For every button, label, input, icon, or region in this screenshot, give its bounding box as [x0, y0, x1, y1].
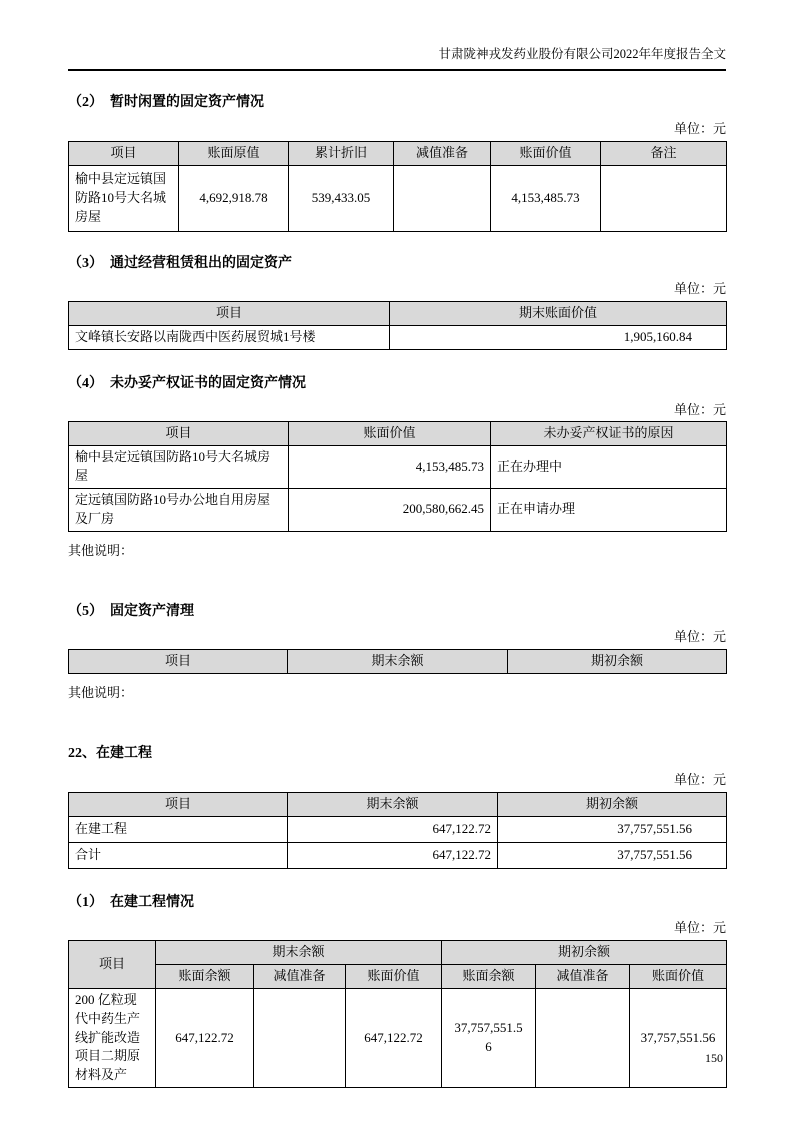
- table-row: [69, 446, 727, 489]
- table-cell: 200 亿粒现代中药生产线扩能改造项目二期原材料及产: [69, 988, 156, 1087]
- table-cell: 647,122.72: [288, 816, 498, 842]
- table-cell: 1,905,160.84: [390, 326, 727, 350]
- section-heading-no-cert-assets: （4） 未办妥产权证书的固定资产情况: [68, 375, 306, 391]
- table-header-row: [69, 422, 727, 446]
- table-header-row: [69, 792, 727, 816]
- column-header: 账面价值: [289, 422, 491, 446]
- column-header: 账面原值: [179, 141, 289, 165]
- table-header-row: [69, 650, 727, 674]
- column-header: 减值准备: [394, 141, 491, 165]
- column-header: 累计折旧: [289, 141, 394, 165]
- table-cell: 37,757,551.56: [498, 842, 727, 868]
- table-cell: 647,122.72: [156, 988, 254, 1087]
- other-notes-label: 其他说明：: [68, 542, 134, 558]
- table-cell: [254, 988, 346, 1087]
- table-cell: 647,122.72: [346, 988, 442, 1087]
- table-cell: 文峰镇长安路以南陇西中医药展贸城1号楼: [69, 326, 390, 350]
- table-group-header-row: [69, 941, 727, 965]
- table-cell: 榆中县定远镇国防路10号大名城房屋: [69, 446, 289, 489]
- table-subheader-row: [69, 964, 727, 988]
- section-heading-idle-assets: （2） 暂时闲置的固定资产情况: [68, 95, 264, 111]
- table-row: [69, 165, 727, 231]
- construction-in-progress-table: [68, 792, 727, 869]
- table-cell: [394, 165, 491, 231]
- unit-label: 单位：元: [673, 629, 726, 645]
- header-title: 甘肃陇神戎发药业股份有限公司2022年年度报告全文: [438, 47, 726, 61]
- leased-assets-table: [68, 301, 727, 350]
- table-cell: 定远镇国防路10号办公地自用房屋及厂房: [69, 488, 289, 531]
- column-header: 项目: [69, 422, 289, 446]
- column-header: 账面价值: [346, 964, 442, 988]
- table-cell: 539,433.05: [289, 165, 394, 231]
- column-header: 项目: [69, 941, 156, 989]
- column-header: 期初余额: [498, 792, 727, 816]
- column-header: 项目: [69, 302, 390, 326]
- table-cell: 4,153,485.73: [289, 446, 491, 489]
- unit-label: 单位：元: [673, 120, 726, 136]
- table-header-row: [69, 141, 727, 165]
- unit-label: 单位：元: [673, 771, 726, 787]
- column-header: 账面价值: [491, 141, 601, 165]
- column-header: 账面余额: [442, 964, 536, 988]
- unit-label: 单位：元: [673, 920, 726, 936]
- section-heading-asset-disposal: （5） 固定资产清理: [68, 603, 194, 619]
- table-row: [69, 326, 727, 350]
- other-notes-label: 其他说明：: [68, 685, 134, 701]
- column-header: 项目: [69, 792, 288, 816]
- column-header: 减值准备: [254, 964, 346, 988]
- cip-detail-table: [68, 940, 727, 1088]
- table-row: [69, 988, 727, 1087]
- section-heading-construction-in-progress: 22、在建工程: [68, 746, 152, 762]
- section-heading-leased-assets: （3） 通过经营租赁租出的固定资产: [68, 255, 292, 271]
- column-header: 期末余额: [288, 792, 498, 816]
- section-heading-cip-detail: （1） 在建工程情况: [68, 894, 194, 910]
- unit-label: 单位：元: [673, 281, 726, 297]
- table-cell: 在建工程: [69, 816, 288, 842]
- table-cell: 榆中县定远镇国防路10号大名城房屋: [69, 165, 179, 231]
- table-cell: 合计: [69, 842, 288, 868]
- table-cell: 正在申请办理: [491, 488, 727, 531]
- column-group-header: 期初余额: [442, 941, 727, 965]
- table-cell: 4,692,918.78: [179, 165, 289, 231]
- table-cell: 37,757,551.56: [442, 988, 536, 1087]
- idle-assets-table: [68, 141, 727, 232]
- column-group-header: 期末余额: [156, 941, 442, 965]
- asset-disposal-table: [68, 649, 727, 674]
- table-row total-row: [69, 842, 727, 868]
- table-cell: 37,757,551.56: [498, 816, 727, 842]
- column-header: 备注: [601, 141, 727, 165]
- column-header: 期初余额: [508, 650, 727, 674]
- column-header: 未办妥产权证书的原因: [491, 422, 727, 446]
- column-header: 期末账面价值: [390, 302, 727, 326]
- column-header: 账面价值: [630, 964, 727, 988]
- table-row: [69, 488, 727, 531]
- table-cell: [601, 165, 727, 231]
- table-cell: 647,122.72: [288, 842, 498, 868]
- column-header: 减值准备: [536, 964, 630, 988]
- unit-label: 单位：元: [673, 401, 726, 417]
- table-cell: 正在办理中: [491, 446, 727, 489]
- table-header-row: [69, 302, 727, 326]
- page-number: 150: [705, 1051, 723, 1065]
- column-header: 账面余额: [156, 964, 254, 988]
- no-cert-assets-table: [68, 421, 727, 531]
- column-header: 期末余额: [288, 650, 508, 674]
- page-header: [68, 46, 726, 71]
- column-header: 项目: [69, 141, 179, 165]
- table-cell: [536, 988, 630, 1087]
- table-cell: 4,153,485.73: [491, 165, 601, 231]
- table-row: [69, 816, 727, 842]
- table-cell: 37,757,551.56: [630, 988, 727, 1087]
- table-cell: 200,580,662.45: [289, 488, 491, 531]
- column-header: 项目: [69, 650, 288, 674]
